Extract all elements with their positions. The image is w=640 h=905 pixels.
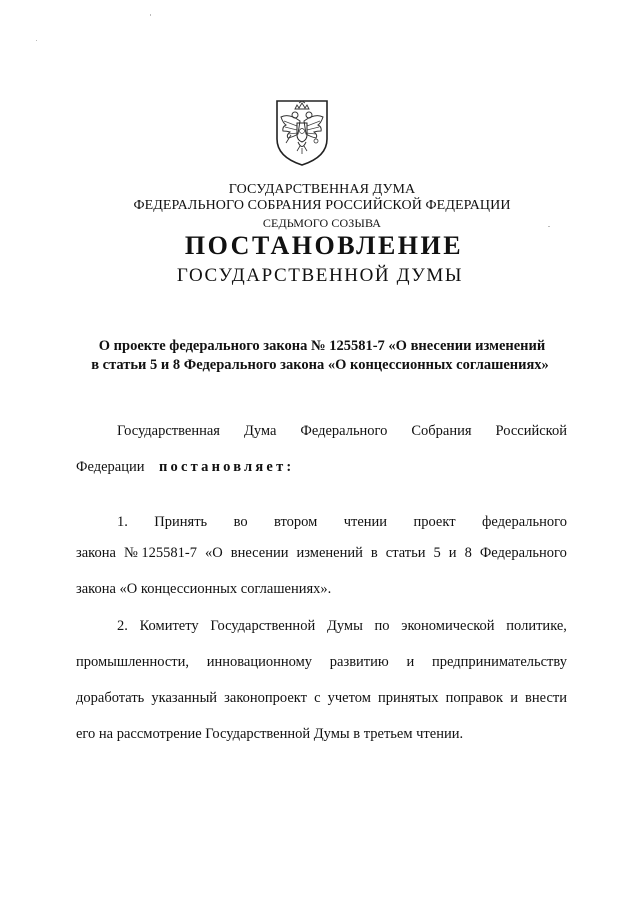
scan-speck bbox=[36, 40, 37, 41]
item-number: 2. bbox=[117, 618, 128, 634]
org-name-line: ГОСУДАРСТВЕННАЯ ДУМА bbox=[228, 182, 416, 197]
word: 5 bbox=[433, 545, 441, 561]
word: закона bbox=[76, 545, 116, 561]
word: Государственной bbox=[210, 618, 316, 634]
word: политике, bbox=[506, 618, 567, 634]
word: предпринимательству bbox=[431, 654, 567, 670]
word: поправок bbox=[445, 690, 504, 706]
scan-speck bbox=[150, 14, 151, 16]
word: Федерального bbox=[300, 423, 388, 439]
resolution-verb: постановляет: bbox=[158, 459, 295, 475]
word: в bbox=[370, 545, 378, 561]
item-2-line bbox=[76, 654, 567, 671]
word: доработать bbox=[76, 690, 145, 706]
item-number: 1. bbox=[117, 514, 128, 530]
word: учетом bbox=[327, 690, 371, 706]
document-issuer: ГОСУДАРСТВЕННОЙ ДУМЫ bbox=[176, 265, 464, 286]
word: и bbox=[448, 545, 457, 561]
word: чтении bbox=[343, 514, 388, 530]
word: Принять bbox=[154, 514, 208, 530]
word: законопроект bbox=[224, 690, 307, 706]
subject-line: О проекте федерального закона № 125581-7 «О внесении изменений bbox=[98, 338, 546, 354]
org-name-line: ФЕДЕРАЛЬНОГО СОБРАНИЯ РОССИЙСКОЙ ФЕДЕРАЦИИ bbox=[133, 198, 511, 213]
word: Федерации bbox=[76, 459, 145, 475]
document-type-title: ПОСТАНОВЛЕНИЕ bbox=[184, 231, 464, 260]
word: во bbox=[233, 514, 248, 530]
word: 8 bbox=[464, 545, 472, 561]
word: указанный bbox=[151, 690, 218, 706]
word: с bbox=[314, 690, 321, 706]
preamble-line bbox=[117, 423, 567, 440]
word: по bbox=[374, 618, 390, 634]
word: федерального bbox=[482, 514, 567, 530]
word: внести bbox=[525, 690, 567, 706]
word: Федерального bbox=[479, 545, 567, 561]
word: Комитету bbox=[139, 618, 199, 634]
word: Думы bbox=[326, 618, 363, 634]
convocation-line: СЕДЬМОГО СОЗЫВА bbox=[262, 216, 382, 230]
item-1-line bbox=[76, 545, 567, 562]
word: проект bbox=[413, 514, 456, 530]
item-2-line bbox=[117, 618, 567, 635]
word: Государственная bbox=[117, 423, 220, 439]
word: и bbox=[406, 654, 415, 670]
word: Российской bbox=[495, 423, 567, 439]
word: экономической bbox=[401, 618, 495, 634]
word: принятых bbox=[377, 690, 439, 706]
word: развитию bbox=[329, 654, 389, 670]
scan-speck bbox=[548, 226, 550, 227]
word: № 125581-7 bbox=[123, 545, 197, 561]
word: втором bbox=[274, 514, 318, 530]
word: и bbox=[510, 690, 518, 706]
word: изменений bbox=[296, 545, 363, 561]
coat-of-arms-icon bbox=[273, 99, 331, 167]
word: инновационному bbox=[206, 654, 313, 670]
word: статьи bbox=[385, 545, 426, 561]
word: Дума bbox=[243, 423, 277, 439]
subject-line: в статьи 5 и 8 Федерального закона «О концессионных соглашениях» bbox=[91, 357, 549, 373]
word: промышленности, bbox=[76, 654, 190, 670]
word: внесении bbox=[230, 545, 289, 561]
item-1-line bbox=[117, 514, 567, 531]
word: Собрания bbox=[411, 423, 472, 439]
item-2-line: его на рассмотрение Государственной Думы в третьем чтении. bbox=[76, 726, 464, 742]
word: «О bbox=[205, 545, 223, 561]
item-2-line bbox=[76, 690, 567, 707]
preamble-line bbox=[76, 459, 294, 476]
item-1-line: закона «О концессионных соглашениях». bbox=[76, 581, 332, 597]
